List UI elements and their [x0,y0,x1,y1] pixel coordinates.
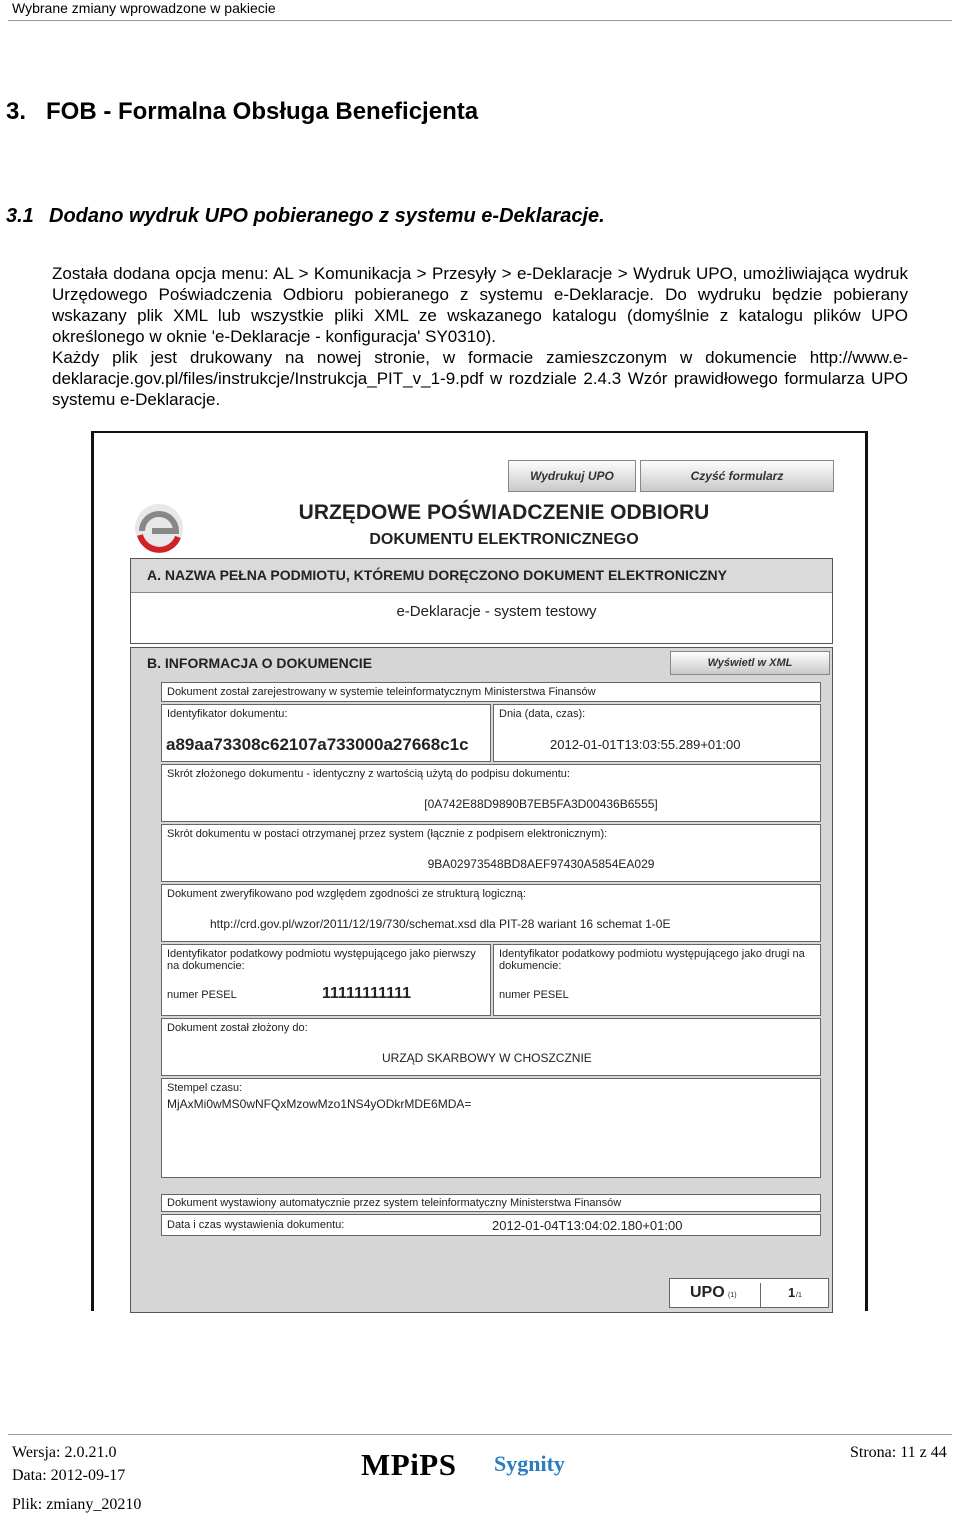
date-box [493,704,821,762]
form-code-divider [760,1283,761,1307]
first-party-label: Identyfikator podatkowy podmiotu występującego jako pierwszy na dokumencie: [167,948,476,972]
upo-form-image [91,431,868,1311]
issued-label: Dokument wystawiony automatycznie przez system teleinformatyczny Ministerstwa Finansów [167,1197,622,1209]
hash-value: [0A742E88D9890B7EB5FA3D00436B6555] [424,797,658,811]
first-party-value: 11111111111 [322,985,412,1002]
office-label: Dokument został złożony do: [167,1022,308,1034]
paragraph-1: Została dodana opcja menu: AL > Komunikacja > Przesyły > e-Deklaracje > Wydruk UPO, umożliwiająca wydruk Urzędowego Poświadczenia Odbioru pobieranego z systemu e-Deklaracje. Do wydruku będzie pobierany wskazany plik XML lub wszystkie pliki XML ze wskazanego katalogu (domyślnie z katalogu plików UPO określonego w oknie 'e-Deklaracje - konfiguracja' SY0310). [52,264,908,346]
clear-form-button: Czyść formularz [640,460,834,492]
stamp-box [161,1078,821,1178]
section-number: 3. [6,98,27,125]
footer-version: Wersja: 2.0.21.0 [12,1444,117,1461]
entity-name: e-Deklaracje - system testowy [396,603,597,620]
body-text [52,263,908,410]
doc-id-box [161,704,491,762]
footer-page: Strona: 11 z 44 [850,1444,947,1461]
hash-box [161,764,821,822]
page-code: 1 [788,1285,796,1300]
issued-date-box [161,1214,821,1236]
stamp-value: MjAxMi0wMS0wNFQxMzowMzo1NS4yODkrMDE6MDA= [167,1097,472,1111]
office-box [161,1018,821,1076]
verified-box [161,884,821,942]
registered-box [161,682,821,702]
second-party-box [493,944,821,1016]
section-a [130,558,833,644]
second-party-type: numer PESEL [499,989,569,1001]
header-divider [8,20,952,21]
paragraph-2: Każdy plik jest drukowany na nowej stronie, w formacie zamieszczonym w dokumencie http://www.e-deklaracje.gov.pl/files/instrukcje/Instrukcja_PIT_v_1-9.pdf w rozdziale 2.4.3 Wzór prawidłowego formularza UPO systemu e-Deklaracje. [52,348,908,409]
section-heading [6,98,478,126]
date-label: Dnia (data, czas): [499,708,586,720]
received-hash-label: Skrót dokumentu w postaci otrzymanej przez system (łącznie z podpisem elektronicznym): [167,828,608,840]
footer-divider [8,1434,952,1435]
form-version: (1) [728,1292,737,1299]
verified-value: http://crd.gov.pl/wzor/2011/12/19/730/schemat.xsd dla PIT-28 wariant 16 schemat 1-0E [210,917,671,931]
subsection-heading [6,205,605,228]
hash-label: Skrót złożonego dokumentu - identyczny z wartością użytą do podpisu dokumentu: [167,768,570,780]
doc-id-value: a89aa73308c62107a733000a27668c1c [166,735,469,754]
subsection-number: 3.1 [6,205,34,227]
doc-id-label: Identyfikator dokumentu: [167,708,288,720]
section-b [130,647,833,1313]
first-party-box [161,944,491,1016]
verified-label: Dokument zweryfikowano pod względem zgodności ze strukturą logiczną: [167,888,526,900]
show-xml-button: Wyświetl w XML [670,651,830,675]
sygnity-logo: Sygnity [494,1451,565,1476]
footer-date: Data: 2012-09-17 [12,1467,126,1484]
subsection-title: Dodano wydruk UPO pobieranego z systemu e-Deklaracje. [49,205,605,227]
section-title: FOB - Formalna Obsługa Beneficjenta [46,98,479,125]
office-value: URZĄD SKARBOWY W CHOSZCZNIE [382,1051,592,1065]
second-party-label: Identyfikator podatkowy podmiotu występującego jako drugi na dokumencie: [499,948,805,972]
upo-title-line-2: DOKUMENTU ELEKTRONICZNEGO [369,531,639,548]
issued-date-value: 2012-01-04T13:04:02.180+01:00 [492,1218,683,1233]
form-code: UPO [690,1284,725,1301]
issued-date-label: Data i czas wystawienia dokumentu: [167,1219,345,1231]
running-header: Wybrane zmiany wprowadzone w pakiecie [12,0,276,16]
stamp-label: Stempel czasu: [167,1082,243,1094]
received-hash-box [161,824,821,882]
date-value: 2012-01-01T13:03:55.289+01:00 [550,737,741,752]
section-b-title: B. INFORMACJA O DOKUMENCIE [147,655,373,671]
received-hash-value: 9BA02973548BD8AEF97430A5854EA029 [427,857,655,871]
first-party-type: numer PESEL [167,989,237,1001]
print-upo-button: Wydrukuj UPO [508,460,636,492]
section-a-title: A. NAZWA PEŁNA PODMIOTU, KTÓREMU DORĘCZONO DOKUMENT ELEKTRONICZNY [131,559,832,593]
upo-title-line-1: URZĘDOWE POŚWIADCZENIE ODBIORU [298,501,710,524]
registered-label: Dokument został zarejestrowany w systemie teleinformatycznym Ministerstwa Finansów [167,686,596,698]
mpips-logo: MPiPS [361,1447,457,1482]
issued-box [161,1194,821,1212]
footer-file: Plik: zmiany_20210 [12,1496,142,1513]
form-code-box [669,1278,829,1308]
e-deklaracje-logo-icon [132,501,186,555]
page-sub: /1 [796,1292,802,1299]
